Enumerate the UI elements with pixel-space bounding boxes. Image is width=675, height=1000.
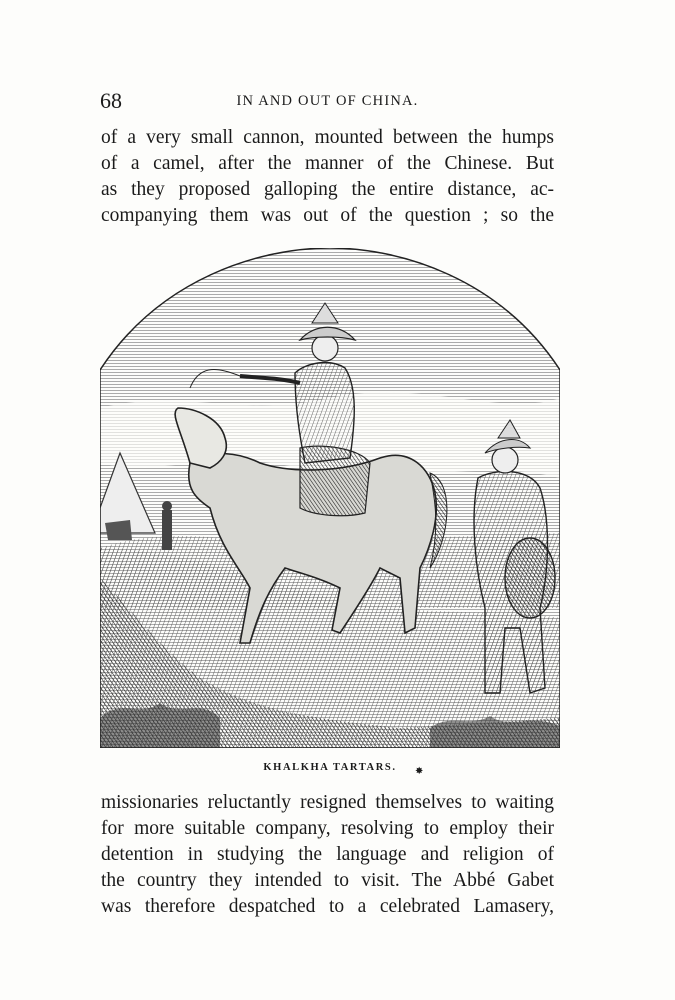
text-line: the country they intended to visit. The Abbé Gabet [101, 870, 554, 891]
text-line: for more suitable company, resolving to employ their [101, 818, 554, 839]
ink-speck-icon: ✸ [415, 766, 424, 777]
text-line: of a very small cannon, mounted between the humps [101, 127, 554, 148]
text-line: as they proposed galloping the entire distance, ac- [101, 179, 554, 200]
page-number: 68 [100, 88, 122, 113]
top-paragraph [101, 125, 554, 229]
text-line: of a camel, after the manner of the Chinese. But [101, 153, 554, 174]
engraving-illustration [100, 248, 560, 748]
text-line: detention in studying the language and religion of [101, 844, 554, 865]
illustration-caption: KHALKHA TARTARS. [263, 762, 397, 773]
text-line: missionaries reluctantly resigned themselves to waiting [101, 792, 554, 813]
page-header [100, 88, 555, 118]
text-line: was therefore despatched to a celebrated Lamasery, [101, 896, 554, 917]
rider-figure [295, 363, 354, 463]
text-line: companying them was out of the question ; so the [101, 205, 554, 226]
running-head: IN AND OUT OF CHINA. [236, 93, 419, 109]
bottom-paragraph [101, 790, 554, 920]
